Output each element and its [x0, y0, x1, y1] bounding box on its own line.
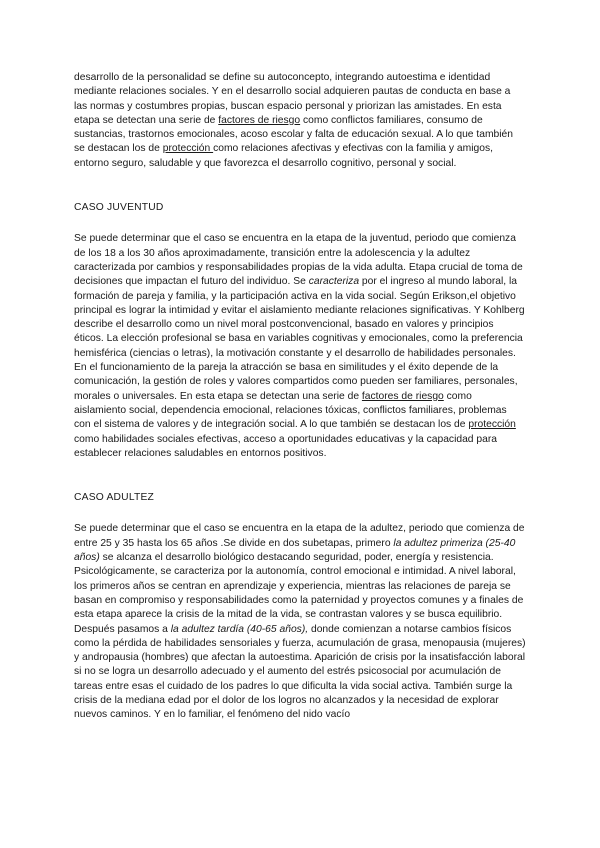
document-body — [74, 71, 526, 723]
juventud-protection-term: protección — [468, 419, 516, 431]
intro-text-2: como conflictos familiares, consumo de sustancias, trastornos emocionales, acoso escolar y falta de educación sexual. A lo que también se destacan los de — [74, 114, 514, 155]
juventud-text-3: como aislamiento social, dependencia emocional, relaciones tóxicas, conflictos familiares, problemas con el sistema de valores y de integración social. A lo que también se destacan los de — [74, 390, 507, 431]
intro-text-3: como relaciones afectivas y efectivas con la familia y amigos, entorno seguro, saludable y que favorezca el desarrollo cognitivo, personal y social. — [74, 143, 493, 169]
adultez-text-2: se alcanza el desarrollo biológico destacando seguridad, poder, energía y resistencia. Psicológicamente, se caracteriza por la autonomía, control emocional e intimidad. A nivel laboral, los primeros años se centran en aprendizaje y experiencia, mientras las relaciones de pareja se basan en compromiso y responsabilidades como la paternidad y proyectos comunes y a finales de esta etapa aparece la crisis de la mitad de la vida, se contrastan valores y se busca equilibrio. Después pasamos a — [74, 552, 524, 635]
juventud-risk-factors-term: factores de riesgo — [361, 390, 444, 402]
intro-text-1: desarrollo de la personalidad se define su autoconcepto, integrando autoestima e identidad mediante relaciones sociales. Y en el desarrollo social adquieren pautas de conducta en base a las normas y costumbres propias, buscan espacio personal y priorizan las amistades. En esta etapa se detectan una serie de — [74, 72, 511, 126]
adultez-text-1: Se puede determinar que el caso se encuentra en la etapa de la adultez, periodo que comienza de entre 25 y 35 hasta los 65 años .Se divide en dos subetapas, primero — [74, 523, 525, 549]
juventud-italic-caracteriza: caracteriza — [308, 276, 360, 288]
juventud-text-4: como habilidades sociales efectivas, acceso a oportunidades educativas y la capacidad para establecer relaciones saludables en entornos positivos. — [74, 433, 498, 459]
intro-protection-term: protección — [162, 143, 214, 155]
heading-caso-adultez: CASO ADULTEZ — [74, 492, 155, 504]
heading-caso-juventud: CASO JUVENTUD — [74, 202, 164, 214]
adultez-paragraph — [74, 522, 526, 722]
spacer — [74, 505, 526, 522]
adultez-italic-primeriza: la adultez primeriza (25-40 años) — [74, 537, 516, 564]
spacer — [74, 171, 526, 201]
spacer — [74, 215, 526, 232]
adultez-italic-tardia: la adultez tardía (40-65 años), — [170, 623, 309, 635]
juventud-paragraph — [74, 232, 526, 461]
juventud-text-1: Se puede determinar que el caso se encuentra en la etapa de la juventud, periodo que comienza de los 18 a los 30 años aproximadamente, transición entre la adolescencia y la adultez caracterizada por cambios y responsabilidades propias de la vida adulta. Etapa crucial de toma de decisiones que impactan el futuro del individuo. Se — [74, 233, 523, 288]
adultez-text-3: donde comienzan a notarse cambios físicos como la pérdida de habilidades sensoriales y fuerza, acumulación de grasa, menopausia (mujeres) y andropausia (hombres) que afectan la autoestima. Aparición de crisis por la insatisfacción laboral si no se logra un desarrollo adecuado y el aumento del estrés psicosocial por acumulación de tareas entre esas el cuidado de los padres lo que dificulta la vida social activa. También surge la crisis de la mediana edad por el dolor de los logros no alcanzados y la necesidad de explorar nuevos caminos. Y en lo familiar, el fenómeno del nido vacío — [74, 623, 526, 721]
intro-paragraph — [74, 71, 526, 171]
juventud-text-2: por el ingreso al mundo laboral, la formación de pareja y familia, y la participación activa en la vida social. Según Erikson,el objetivo principal es lograr la intimidad y evitar el aislamiento mediante relaciones significativas. Y Kohlberg describe el desarrollo como un nivel moral postconvencional, basado en valores y principios éticos. La elección profesional se basa en variables cognitivas y emocionales, como la preferencia hemisférica (ciencias o letras), la motivación constante y el desarrollo de habilidades personales. En el funcionamiento de la pareja la atracción se basa en similitudes y el éxito depende de la comunicación, la gestión de roles y valores compartidos como pueden ser familiares, personales, morales o universales. En esta etapa se detectan una serie de — [74, 276, 525, 402]
spacer — [74, 461, 526, 491]
intro-risk-factors-term: factores de riesgo — [218, 114, 301, 126]
